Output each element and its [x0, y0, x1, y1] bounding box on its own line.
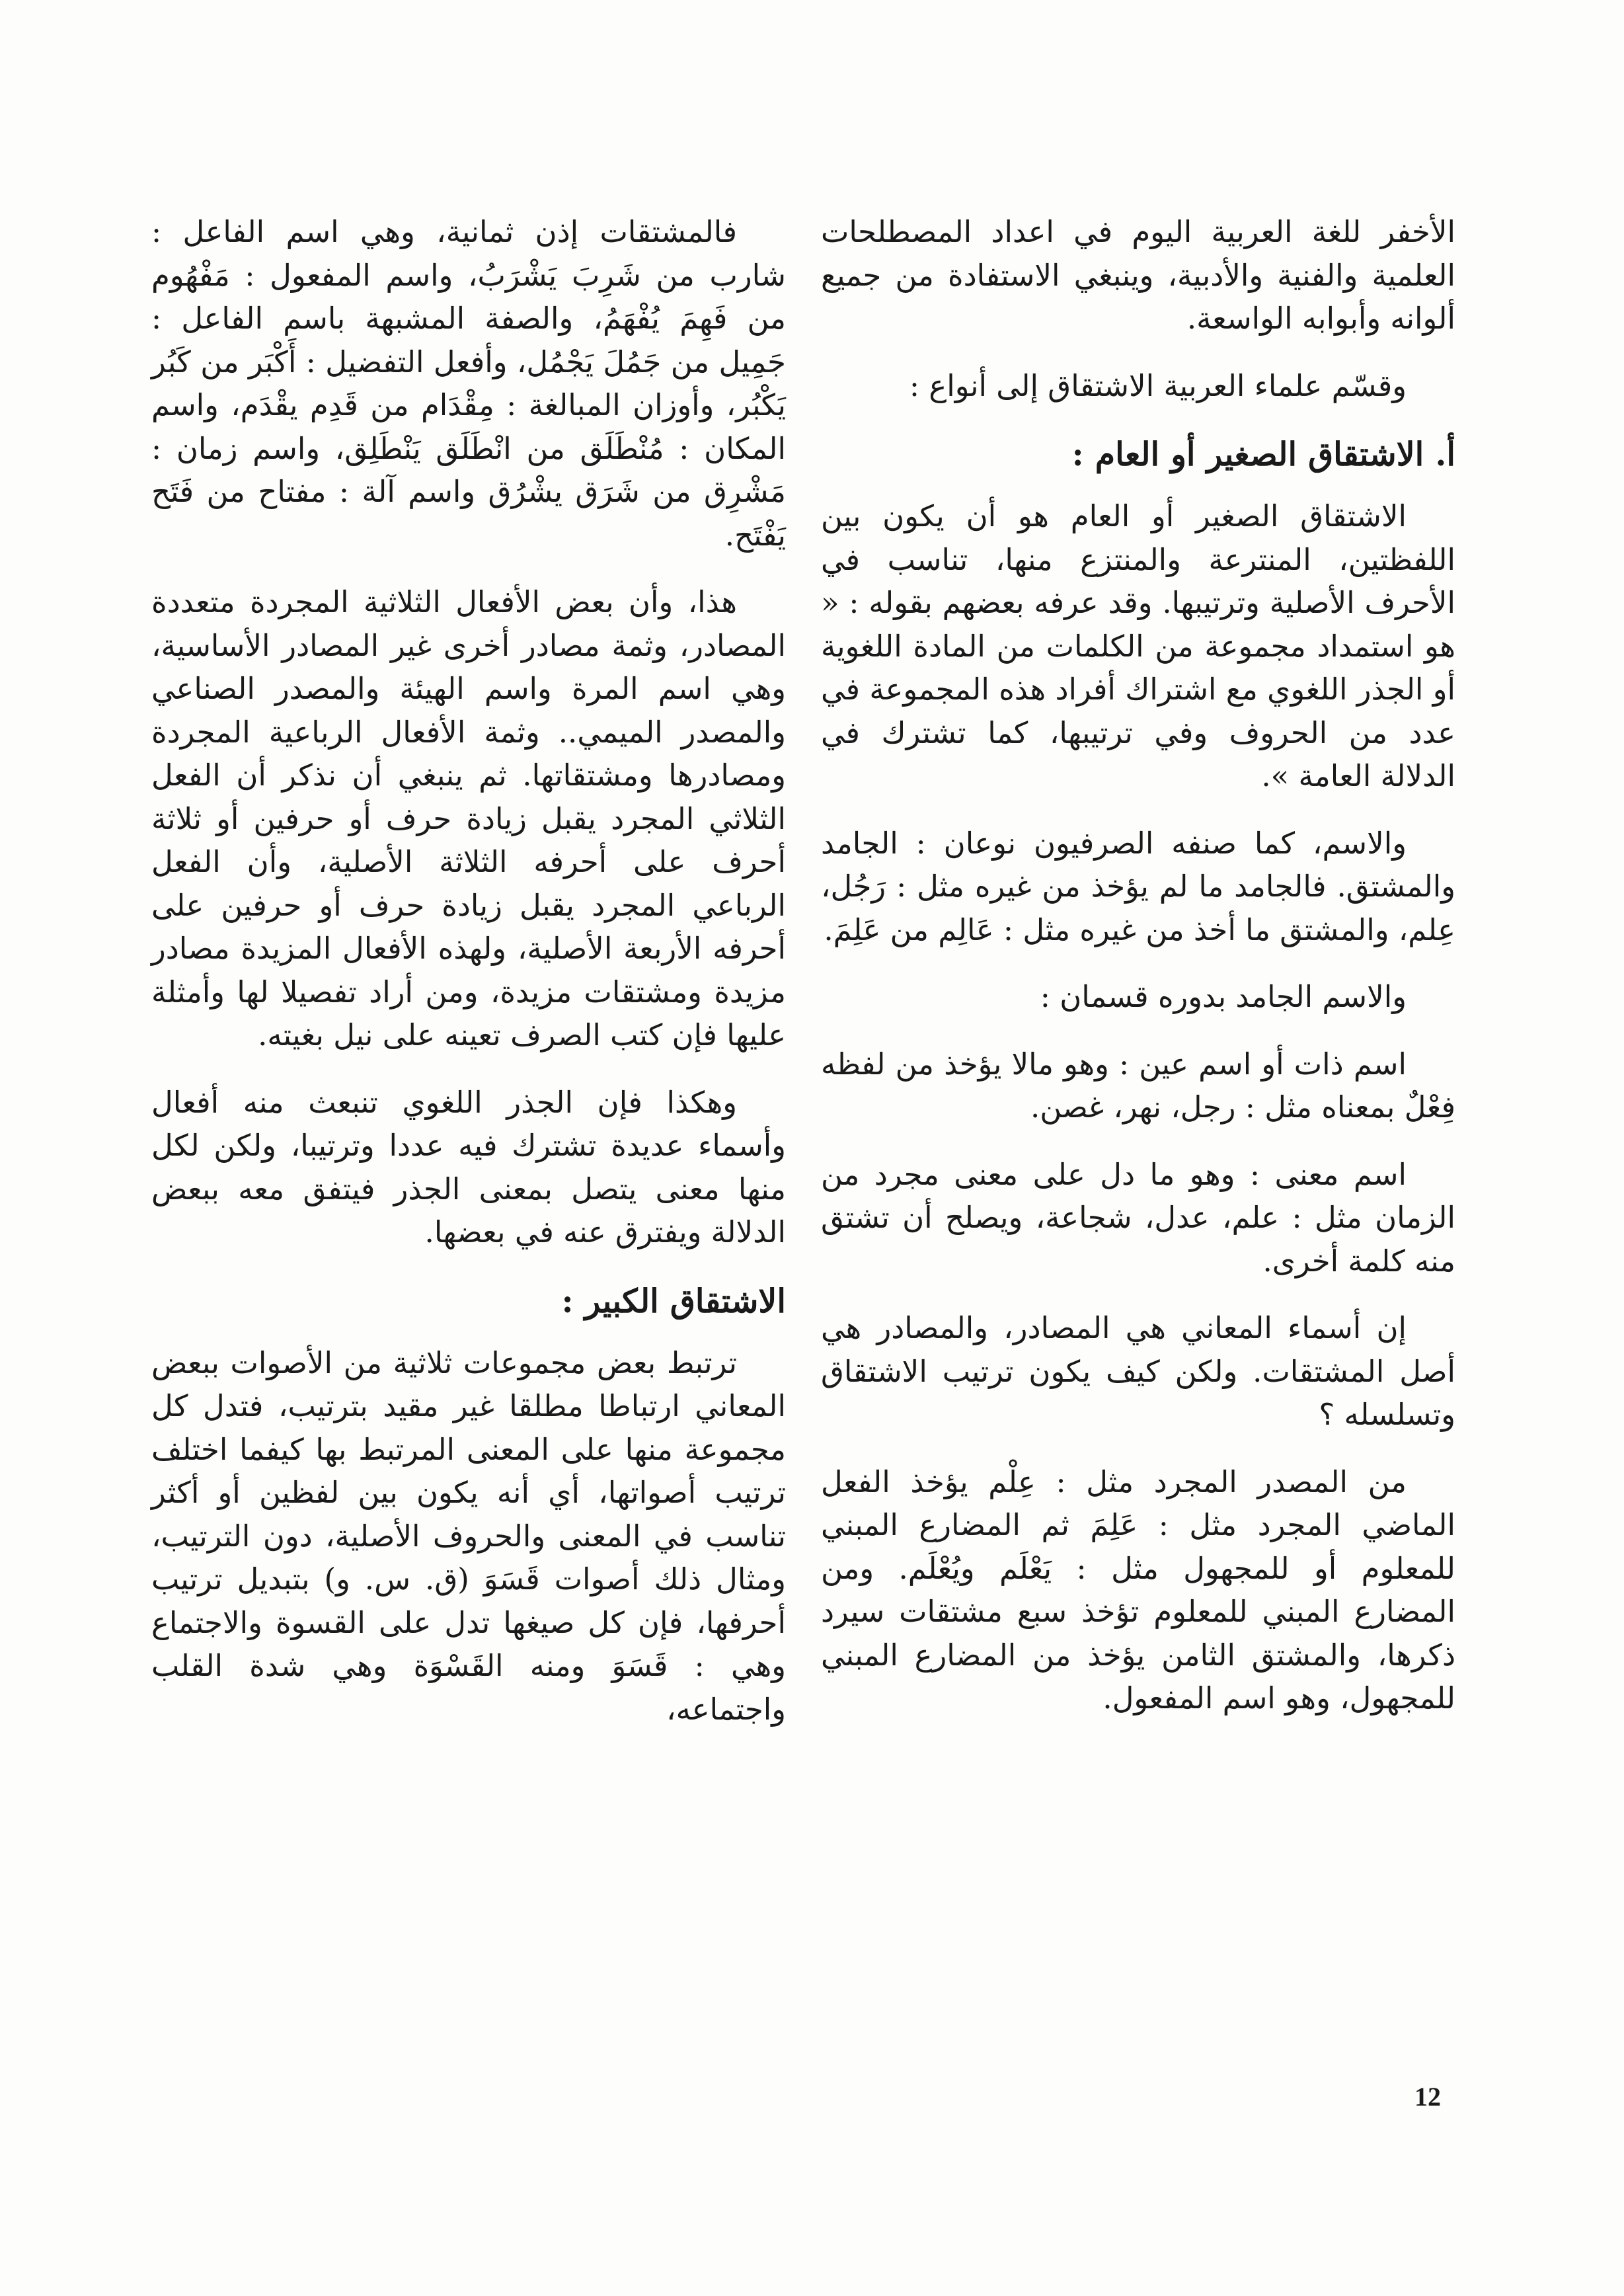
paragraph: الاشتقاق الصغير أو العام هو أن يكون بين اللفظتين، المنترعة والمنتزع منها، تناسب في الأحرف الأصلية وترتيبها. وقد عرفه بعضهم بقوله : « هو استمداد مجموعة من الكلمات من المادة اللغوية أو الجذر اللغوي مع اشتراك أفراد هذه المجموعة في عدد من الحروف وفي ترتيبها، كما تشترك في الدلالة العامة ». — [821, 498, 1455, 793]
paragraph: اسم معنى : وهو ما دل على معنى مجرد من الزمان مثل : علم، عدل، شجاعة، ويصلح أن تشتق منه كلمة أخرى. — [821, 1156, 1455, 1279]
paragraph: اسم ذات أو اسم عين : وهو مالا يؤخذ من لفظه فِعْلٌ بمعناه مثل : رجل، نهر، غصن. — [821, 1046, 1455, 1125]
left-column — [151, 210, 786, 1755]
section-heading: أ. الاشتقاق الصغير أو العام : — [1071, 435, 1455, 473]
paragraph: هذا، وأن بعض الأفعال الثلاثية المجردة متعددة المصادر، وثمة مصادر أخرى غير المصادر الأساسية، وهي اسم المرة واسم الهيئة والمصدر الصناعي والمصدر الميمي.. وثمة الأفعال الرباعية المجردة ومصادرها ومشتقاتها. ثم ينبغي أن نذكر أن الفعل الثلاثي المجرد يقبل زيادة حرف أو حرفين أو ثلاثة أحرف على أحرفه الثلاثة الأصلية، وأن الفعل الرباعي المجرد يقبل زيادة حرف أو حرفين على أحرفه الأربعة الأصلية، ولهذه الأفعال المزيدة مصادر مزيدة ومشتقات مزيدة، ومن أراد تفصيلا لها وأمثلة عليها فإن كتب الصرف تعينه على نيل بغيته. — [151, 584, 786, 1052]
paragraph: والاسم الجامد بدوره قسمان : — [1040, 979, 1407, 1014]
right-column — [821, 210, 1455, 1744]
paragraph: من المصدر المجرد مثل : عِلْم يؤخذ الفعل الماضي المجرد مثل : عَلِمَ ثم المضارع المبني للمعلوم أو للمجهول مثل : يَعْلَم ويُعْلَم. ومن المضارع المبني للمعلوم تؤخذ سبع مشتقات سيرد ذكرها، والمشتق الثامن يؤخذ من المضارع المبني للمجهول، وهو اسم المفعول. — [821, 1464, 1455, 1716]
paragraph: ترتبط بعض مجموعات ثلاثية من الأصوات ببعض المعاني ارتباطا مطلقا غير مقيد بترتيب، فتدل كل مجموعة منها على المعنى المرتبط بها كيفما اختلف ترتيب أصواتها، أي أنه يكون بين لفظين أو أكثر تناسب في المعنى والحروف الأصلية، دون الترتيب، ومثال ذلك أصوات قَسَوَ (ق. س. و) بتبديل ترتيب أحرفها، فإن كل صيغها تدل على القسوة والاجتماع وهي : قَسَوَ ومنه القَسْوَة وهي شدة القلب واجتماعه، — [151, 1345, 786, 1727]
section-heading: الاشتقاق الكبير : — [561, 1281, 786, 1320]
paragraph: وهكذا فإن الجذر اللغوي تنبعث منه أفعال وأسماء عديدة تشترك فيه عددا وترتيبا، ولكن لكل منها معنى يتصل بمعنى الجذر فيتفق معه ببعض الدلالة ويفترق عنه في بعضها. — [151, 1084, 786, 1249]
paragraph: والاسم، كما صنفه الصرفيون نوعان : الجامد والمشتق. فالجامد ما لم يؤخذ من غيره مثل : رَجُل، عِلم، والمشتق ما أخذ من غيره مثل : عَالِم من عَلِمَ. — [821, 825, 1455, 947]
page-number: 12 — [1414, 2082, 1441, 2112]
paragraph: وقسّم علماء العربية الاشتقاق إلى أنواع : — [909, 368, 1407, 403]
paragraph: فالمشتقات إذن ثمانية، وهي اسم الفاعل : شارب من شَرِبَ يَشْرَبُ، واسم المفعول : مَفْهُوم من فَهِمَ يُفْهَمُ، والصفة المشبهة باسم الفاعل : جَمِيل من جَمُلَ يَجْمُل، وأفعل التفضيل : أَكْبَر من كَبُر يَكْبُر، وأوزان المبالغة : مِقْدَام من قَدِم يقْدَم، واسم المكان : مُنْطَلَق من انْطَلَق يَنْطَلِق، واسم زمان : مَشْرِق من شَرَق يشْرُق واسم آلة : مفتاح من فَتَح يَفْتَح. — [151, 214, 786, 553]
paragraph: إن أسماء المعاني هي المصادر، والمصادر هي أصل المشتقات. ولكن كيف يكون ترتيب الاشتقاق وتسلسله ؟ — [821, 1310, 1455, 1432]
paragraph: الأخفر للغة العربية اليوم في اعداد المصطلحات العلمية والفنية والأدبية، وينبغي الاستفادة من جميع ألوانه وأبوابه الواسعة. — [821, 214, 1455, 336]
